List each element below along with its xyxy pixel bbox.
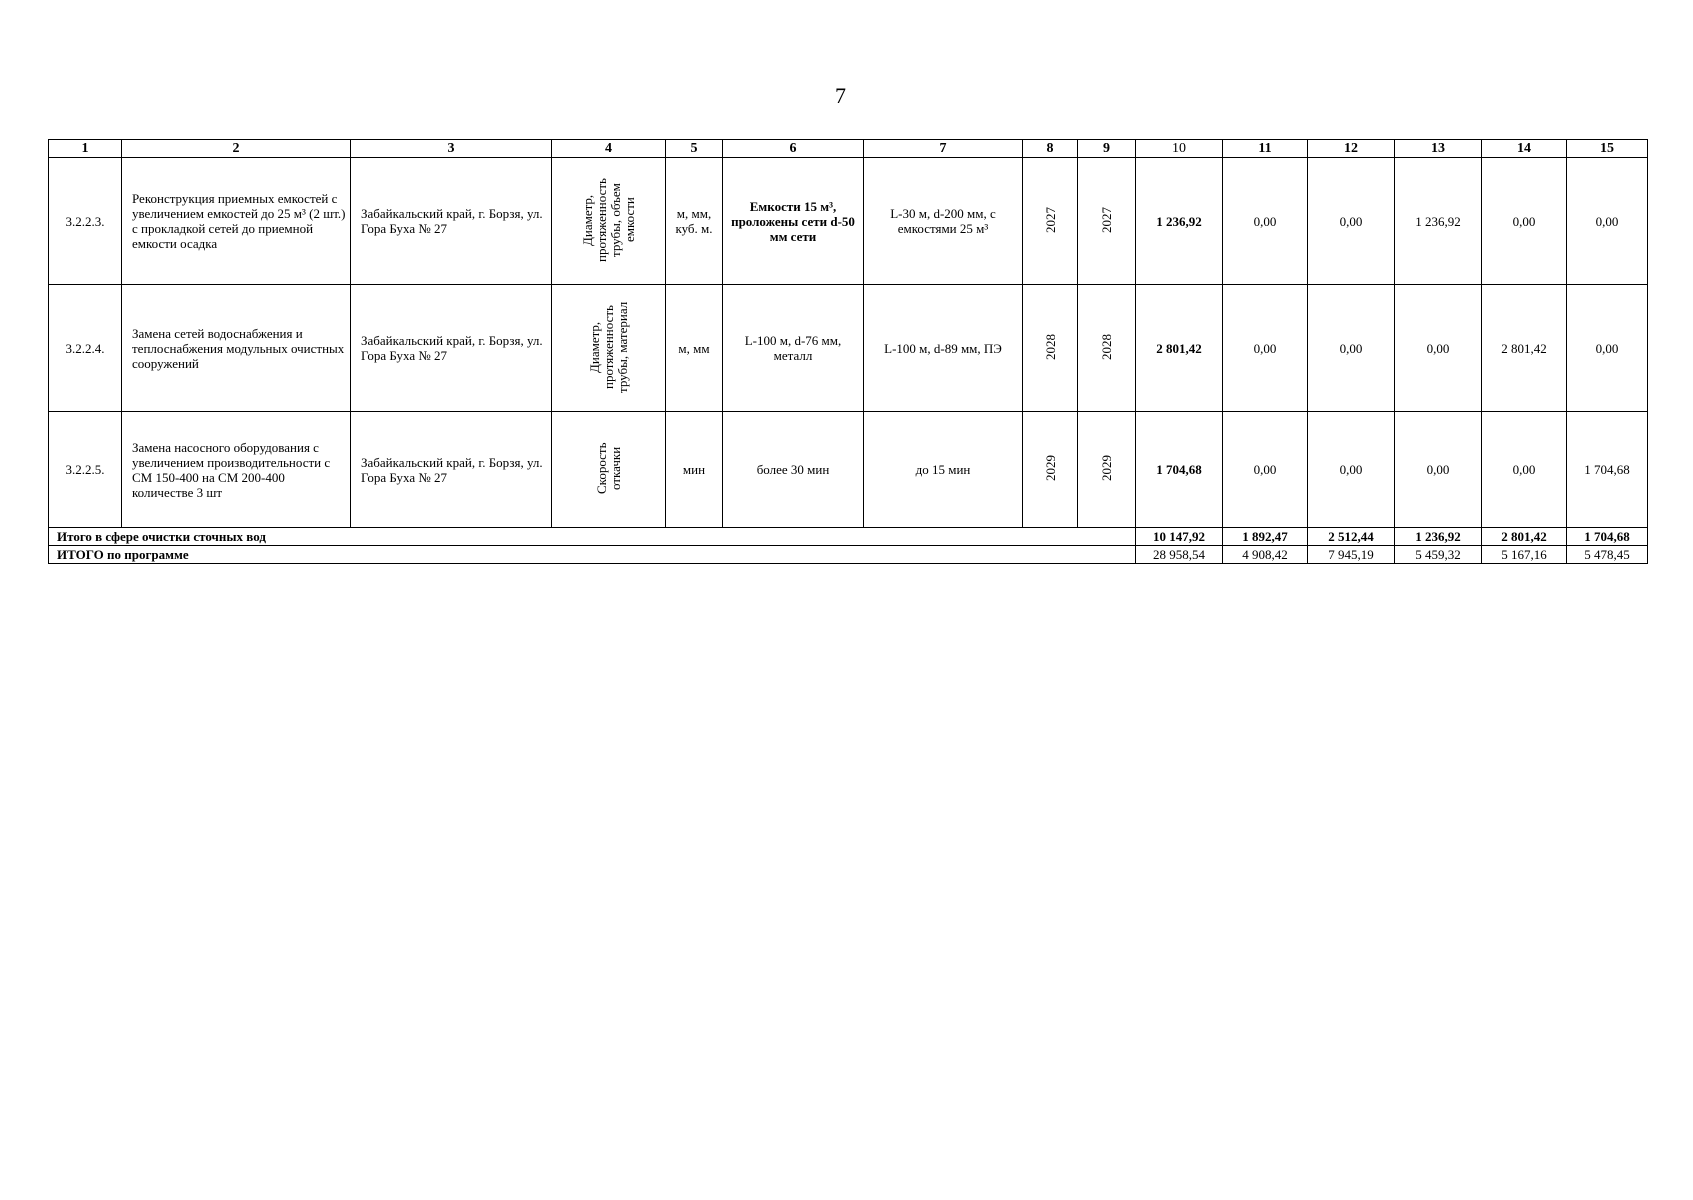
row-value-15: 0,00 [1567,158,1648,285]
row-unit: м, мм [666,285,723,412]
row-total: 2 801,42 [1136,285,1223,412]
row-indicator-cell [552,285,666,412]
row-value-13: 1 236,92 [1395,158,1482,285]
row-year-end-cell [1078,412,1136,528]
row-value-13: 0,00 [1395,285,1482,412]
row-indicator: Скорость откачки [593,442,623,494]
row-total: 1 704,68 [1136,412,1223,528]
row-after: L-30 м, d-200 мм, с емкостями 25 м³ [864,158,1023,285]
column-header: 7 [864,140,1023,158]
row-name: Замена сетей водоснабжения и теплоснабжения модульных очистных сооружений [122,285,351,412]
row-year-start-cell [1023,412,1078,528]
row-year-start-cell [1023,285,1078,412]
column-header: 3 [351,140,552,158]
column-number-row [49,140,1648,158]
table-row [49,285,1648,412]
column-header: 2 [122,140,351,158]
row-total: 1 236,92 [1136,158,1223,285]
row-before: Емкости 15 м³, проложены сети d-50 мм сети [723,158,864,285]
column-header: 4 [552,140,666,158]
row-indicator: Диаметр, протяженность трубы, объем емкости [579,177,637,262]
row-code: 3.2.2.3. [49,158,122,285]
row-year-end: 2028 [1099,333,1114,360]
column-header: 13 [1395,140,1482,158]
column-header: 5 [666,140,723,158]
grand-total-value: 7 945,19 [1308,546,1395,564]
column-header: 15 [1567,140,1648,158]
row-value-14: 0,00 [1482,158,1567,285]
investment-program-table [48,139,1648,564]
row-value-12: 0,00 [1308,412,1395,528]
row-year-end-cell [1078,158,1136,285]
row-indicator-cell [552,158,666,285]
subtotal-row [49,528,1648,546]
column-header: 9 [1078,140,1136,158]
row-name: Замена насосного оборудования с увеличением производительности с СМ 150-400 на СМ 200-400 количестве 3 шт [122,412,351,528]
row-value-14: 0,00 [1482,412,1567,528]
column-header: 8 [1023,140,1078,158]
table-row [49,412,1648,528]
row-before: L-100 м, d-76 мм, металл [723,285,864,412]
column-header: 10 [1136,140,1223,158]
subtotal-value: 10 147,92 [1136,528,1223,546]
row-indicator: Диаметр, протяженность трубы, материал [586,300,630,393]
row-value-14: 2 801,42 [1482,285,1567,412]
row-year-start: 2027 [1042,206,1058,233]
row-year-start: 2028 [1042,333,1058,360]
row-location: Забайкальский край, г. Борзя, ул. Гора Буха № 27 [351,412,552,528]
grand-total-value: 28 958,54 [1136,546,1223,564]
column-header: 1 [49,140,122,158]
row-location: Забайкальский край, г. Борзя, ул. Гора Буха № 27 [351,158,552,285]
grand-total-value: 5 478,45 [1567,546,1648,564]
column-header: 6 [723,140,864,158]
row-value-12: 0,00 [1308,158,1395,285]
subtotal-value: 1 704,68 [1567,528,1648,546]
subtotal-value: 1 236,92 [1395,528,1482,546]
row-value-11: 0,00 [1223,158,1308,285]
row-year-end: 2029 [1099,455,1114,481]
row-unit: м, мм, куб. м. [666,158,723,285]
subtotal-value: 2 801,42 [1482,528,1567,546]
row-unit: мин [666,412,723,528]
grand-total-value: 5 459,32 [1395,546,1482,564]
row-value-13: 0,00 [1395,412,1482,528]
subtotal-value: 2 512,44 [1308,528,1395,546]
row-indicator-cell [552,412,666,528]
column-header: 14 [1482,140,1567,158]
row-year-end-cell [1078,285,1136,412]
row-location: Забайкальский край, г. Борзя, ул. Гора Буха № 27 [351,285,552,412]
row-year-start-cell [1023,158,1078,285]
page-number: 7 [835,83,846,108]
row-code: 3.2.2.5. [49,412,122,528]
row-value-11: 0,00 [1223,285,1308,412]
grand-total-label: ИТОГО по программе [49,546,1136,564]
row-value-11: 0,00 [1223,412,1308,528]
subtotal-value: 1 892,47 [1223,528,1308,546]
row-after: до 15 мин [864,412,1023,528]
table-row [49,158,1648,285]
row-year-end: 2027 [1099,206,1114,233]
row-code: 3.2.2.4. [49,285,122,412]
row-value-12: 0,00 [1308,285,1395,412]
grand-total-value: 4 908,42 [1223,546,1308,564]
column-header: 12 [1308,140,1395,158]
row-before: более 30 мин [723,412,864,528]
row-after: L-100 м, d-89 мм, ПЭ [864,285,1023,412]
row-value-15: 0,00 [1567,285,1648,412]
row-year-start: 2029 [1042,455,1058,481]
row-name: Реконструкция приемных емкостей с увеличением емкостей до 25 м³ (2 шт.) с прокладкой сетей до приемной емкости осадка [122,158,351,285]
subtotal-label: Итого в сфере очистки сточных вод [49,528,1136,546]
grand-total-row [49,546,1648,564]
column-header: 11 [1223,140,1308,158]
grand-total-value: 5 167,16 [1482,546,1567,564]
row-value-15: 1 704,68 [1567,412,1648,528]
